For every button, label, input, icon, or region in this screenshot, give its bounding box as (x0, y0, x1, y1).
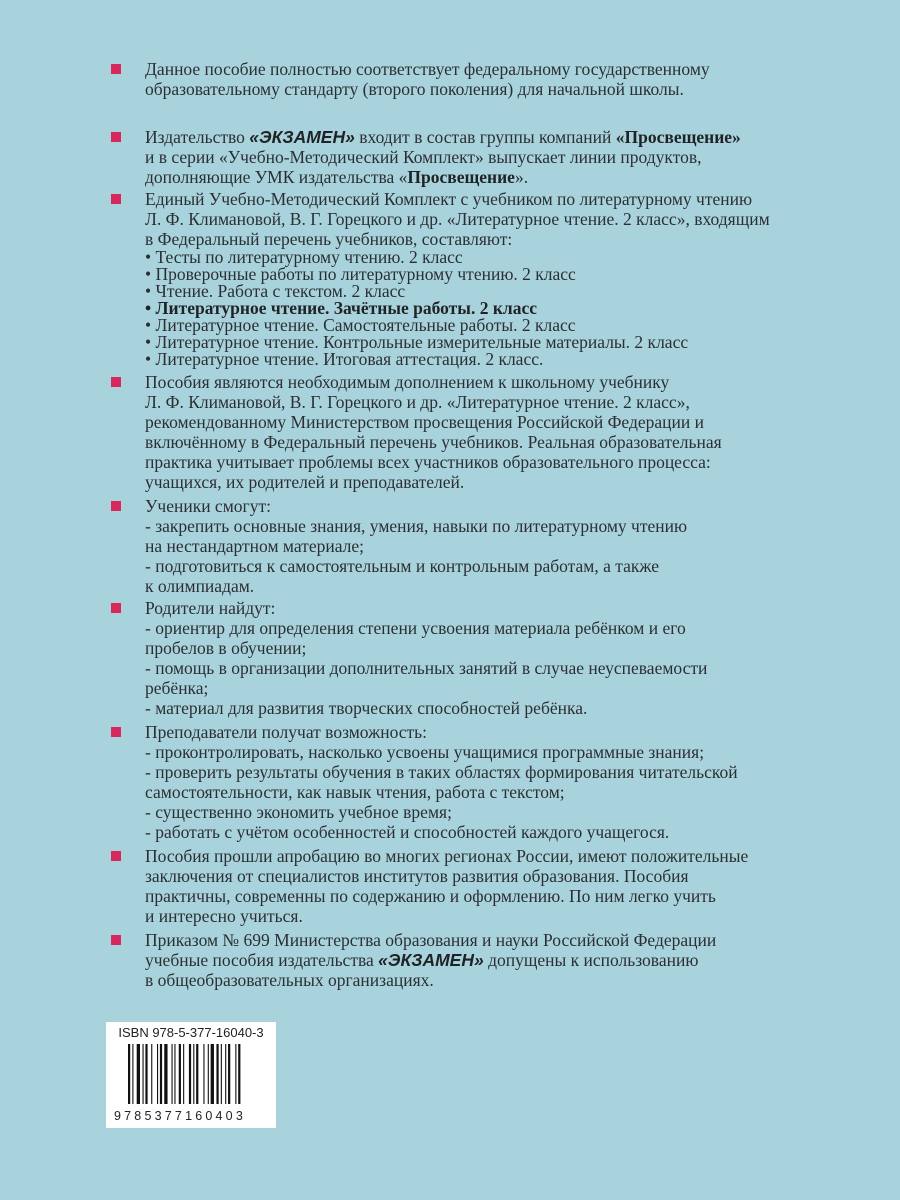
text-line (145, 618, 686, 638)
text-segment: включённому в Федеральный перечень учебников. Реальная образовательная (145, 432, 722, 452)
barcode-bar (238, 1044, 240, 1104)
text-line (145, 372, 669, 392)
barcode-digits: 9785377160403 (114, 1109, 246, 1123)
text-segment: • Литературное чтение. Зачётные работы. 2 класс (145, 298, 538, 318)
text-segment: образовательному стандарту (второго поколения) для начальной школы. (145, 79, 684, 99)
text-segment: заключения от специалистов институтов развития образования. Пособия (145, 866, 689, 886)
text-line (145, 79, 684, 99)
text-line (145, 536, 364, 556)
bullet-square-icon (111, 132, 121, 142)
text-segment: Пособия являются необходимым дополнением к школьному учебнику (145, 372, 670, 392)
text-line (145, 127, 741, 147)
text-segment: - существенно экономить учебное время; (145, 802, 452, 822)
bullet-square-icon (111, 64, 121, 74)
text-segment: - работать с учётом особенностей и способностей каждого учащегося. (145, 822, 670, 842)
text-line (145, 742, 704, 762)
text-line (145, 866, 689, 886)
barcode-bar (174, 1044, 175, 1104)
text-line (145, 906, 303, 926)
barcode-bar (132, 1044, 133, 1104)
text-segment: • Литературное чтение. Контрольные измерительные материалы. 2 класс (145, 332, 689, 352)
barcode-bar (145, 1044, 147, 1104)
barcode-bar (164, 1044, 167, 1104)
text-segment: - закрепить основные знания, умения, навыки по литературному чтению (145, 516, 688, 536)
bullet-square-icon (111, 194, 121, 204)
text-segment: допущены к использованию (483, 950, 699, 970)
text-segment: • Литературное чтение. Самостоятельные работы. 2 класс (145, 315, 576, 335)
text-segment: - проконтролировать, насколько усвоены учащимися программные знания; (145, 742, 705, 762)
text-line (145, 432, 722, 452)
text-segment: Ученики смогут: (145, 496, 271, 516)
barcode-bar (137, 1044, 140, 1104)
text-segment: • Чтение. Работа с текстом. 2 класс (145, 281, 406, 301)
text-line (145, 886, 716, 906)
text-line (145, 930, 716, 950)
text-segment: практичны, современны по содержанию и оформлению. По ним легко учить (145, 886, 716, 906)
text-line (145, 209, 770, 229)
text-line (145, 412, 704, 432)
text-line (145, 658, 707, 678)
barcode-bar (143, 1044, 144, 1104)
text-line (145, 598, 275, 618)
bullet-square-icon (111, 851, 121, 861)
bullet-square-icon (111, 727, 121, 737)
barcode-bar (128, 1044, 130, 1104)
text-segment: на нестандартном материале; (145, 536, 364, 556)
text-segment: - ориентир для определения степени усвоения материала ребёнком и его (145, 618, 686, 638)
barcode-bar (196, 1044, 198, 1104)
text-segment: - помощь в организации дополнительных занятий в случае неуспеваемости (145, 658, 708, 678)
barcode-bar (216, 1044, 218, 1104)
text-segment: в общеобразовательных организациях. (145, 970, 434, 990)
text-segment: Преподаватели получат возможность: (145, 722, 428, 742)
isbn-barcode (106, 1022, 276, 1128)
bullet-square-icon (111, 935, 121, 945)
barcode-bar (235, 1044, 236, 1104)
barcode-bar (179, 1044, 181, 1104)
barcode-bar (211, 1044, 214, 1104)
text-segment: ». (514, 167, 529, 187)
text-line (145, 722, 427, 742)
list-item (145, 351, 543, 368)
text-segment: к олимпиадам. (145, 576, 255, 596)
barcode-bar (151, 1044, 152, 1104)
text-line (145, 678, 208, 698)
text-segment: учащихся, их родителей и преподавателей. (145, 472, 465, 492)
barcode-bar (203, 1044, 204, 1104)
text-segment: Родители найдут: (145, 598, 276, 618)
text-segment: пробелов в обучении; (145, 638, 307, 658)
bullet-square-icon (111, 603, 121, 613)
text-line (145, 189, 752, 209)
text-line (145, 782, 565, 802)
text-segment: Приказом № 699 Министерства образования и науки Российской Федерации (145, 930, 717, 950)
text-line (145, 638, 306, 658)
text-segment: • Проверочные работы по литературному чтению. 2 класс (145, 264, 576, 284)
text-segment: Просвещение (407, 167, 515, 187)
barcode-bar (221, 1044, 222, 1104)
bullet-square-icon (111, 377, 121, 387)
text-line (145, 516, 687, 536)
text-segment: дополняющие УМК издательства « (145, 167, 408, 187)
barcode-bar (172, 1044, 173, 1104)
barcode-bars (128, 1044, 270, 1104)
text-segment: - проверить результаты обучения в таких областях формирования читательской (145, 762, 738, 782)
text-segment: «ЭКЗАМЕН» (249, 127, 355, 147)
barcode-bar (225, 1044, 226, 1104)
bullet-square-icon (111, 501, 121, 511)
barcode-bar (208, 1044, 209, 1104)
text-segment: Пособия прошли апробацию во многих регионах России, имеют положительные (145, 846, 749, 866)
text-segment: в Федеральный перечень учебников, составляют: (145, 229, 513, 249)
text-segment: рекомендованному Министерством просвещения Российской Федерации и (145, 412, 704, 432)
text-line (145, 59, 710, 79)
text-line (145, 970, 434, 990)
text-segment: Л. Ф. Климановой, В. Г. Горецкого и др. «Литературное чтение. 2 класс», (145, 392, 690, 412)
text-segment: самостоятельности, как навык чтения, работа с текстом; (145, 782, 565, 802)
text-line (145, 698, 587, 718)
text-line (145, 950, 698, 970)
text-segment: «ЭКЗАМЕН» (378, 950, 484, 970)
text-line (145, 472, 464, 492)
text-segment: - подготовиться к самостоятельным и контрольным работам, а также (145, 556, 660, 576)
barcode-bar (160, 1044, 162, 1104)
text-line (145, 846, 748, 866)
text-segment: Издательство (145, 127, 250, 147)
text-line (145, 576, 254, 596)
text-segment: ребёнка; (145, 678, 209, 698)
text-line (145, 392, 690, 412)
text-line (145, 147, 702, 167)
text-line (145, 452, 711, 472)
text-segment: Л. Ф. Климановой, В. Г. Горецкого и др. «Литературное чтение. 2 класс», входящим (145, 209, 770, 229)
text-segment: • Тесты по литературному чтению. 2 класс (145, 247, 463, 267)
barcode-bar (157, 1044, 158, 1104)
text-segment: «Просвещение» (615, 127, 741, 147)
barcode-bar (183, 1044, 184, 1104)
barcode-bar (193, 1044, 194, 1104)
barcode-bar (228, 1044, 230, 1104)
text-segment: учебные пособия издательства (145, 950, 379, 970)
text-segment: входит в состав группы компаний (354, 127, 616, 147)
text-line (145, 556, 659, 576)
text-line (145, 762, 738, 782)
text-segment: - материал для развития творческих способностей ребёнка. (145, 698, 588, 718)
text-segment: и интересно учиться. (145, 906, 303, 926)
text-line (145, 229, 512, 249)
text-line (145, 822, 669, 842)
text-segment: Данное пособие полностью соответствует федеральному государственному (145, 59, 710, 79)
isbn-label: ISBN 978-5-377-16040-3 (118, 1025, 264, 1040)
text-line (145, 167, 528, 187)
text-segment: практика учитывает проблемы всех участников образовательного процесса: (145, 452, 711, 472)
barcode-bar (189, 1044, 191, 1104)
text-segment: • Литературное чтение. Итоговая аттестация. 2 класс. (145, 349, 544, 369)
text-line (145, 802, 452, 822)
text-segment: и в серии «Учебно-Методический Комплект» выпускает линии продуктов, (145, 147, 702, 167)
text-segment: Единый Учебно-Методический Комплект с учебником по литературному чтению (145, 189, 753, 209)
text-line (145, 496, 271, 516)
